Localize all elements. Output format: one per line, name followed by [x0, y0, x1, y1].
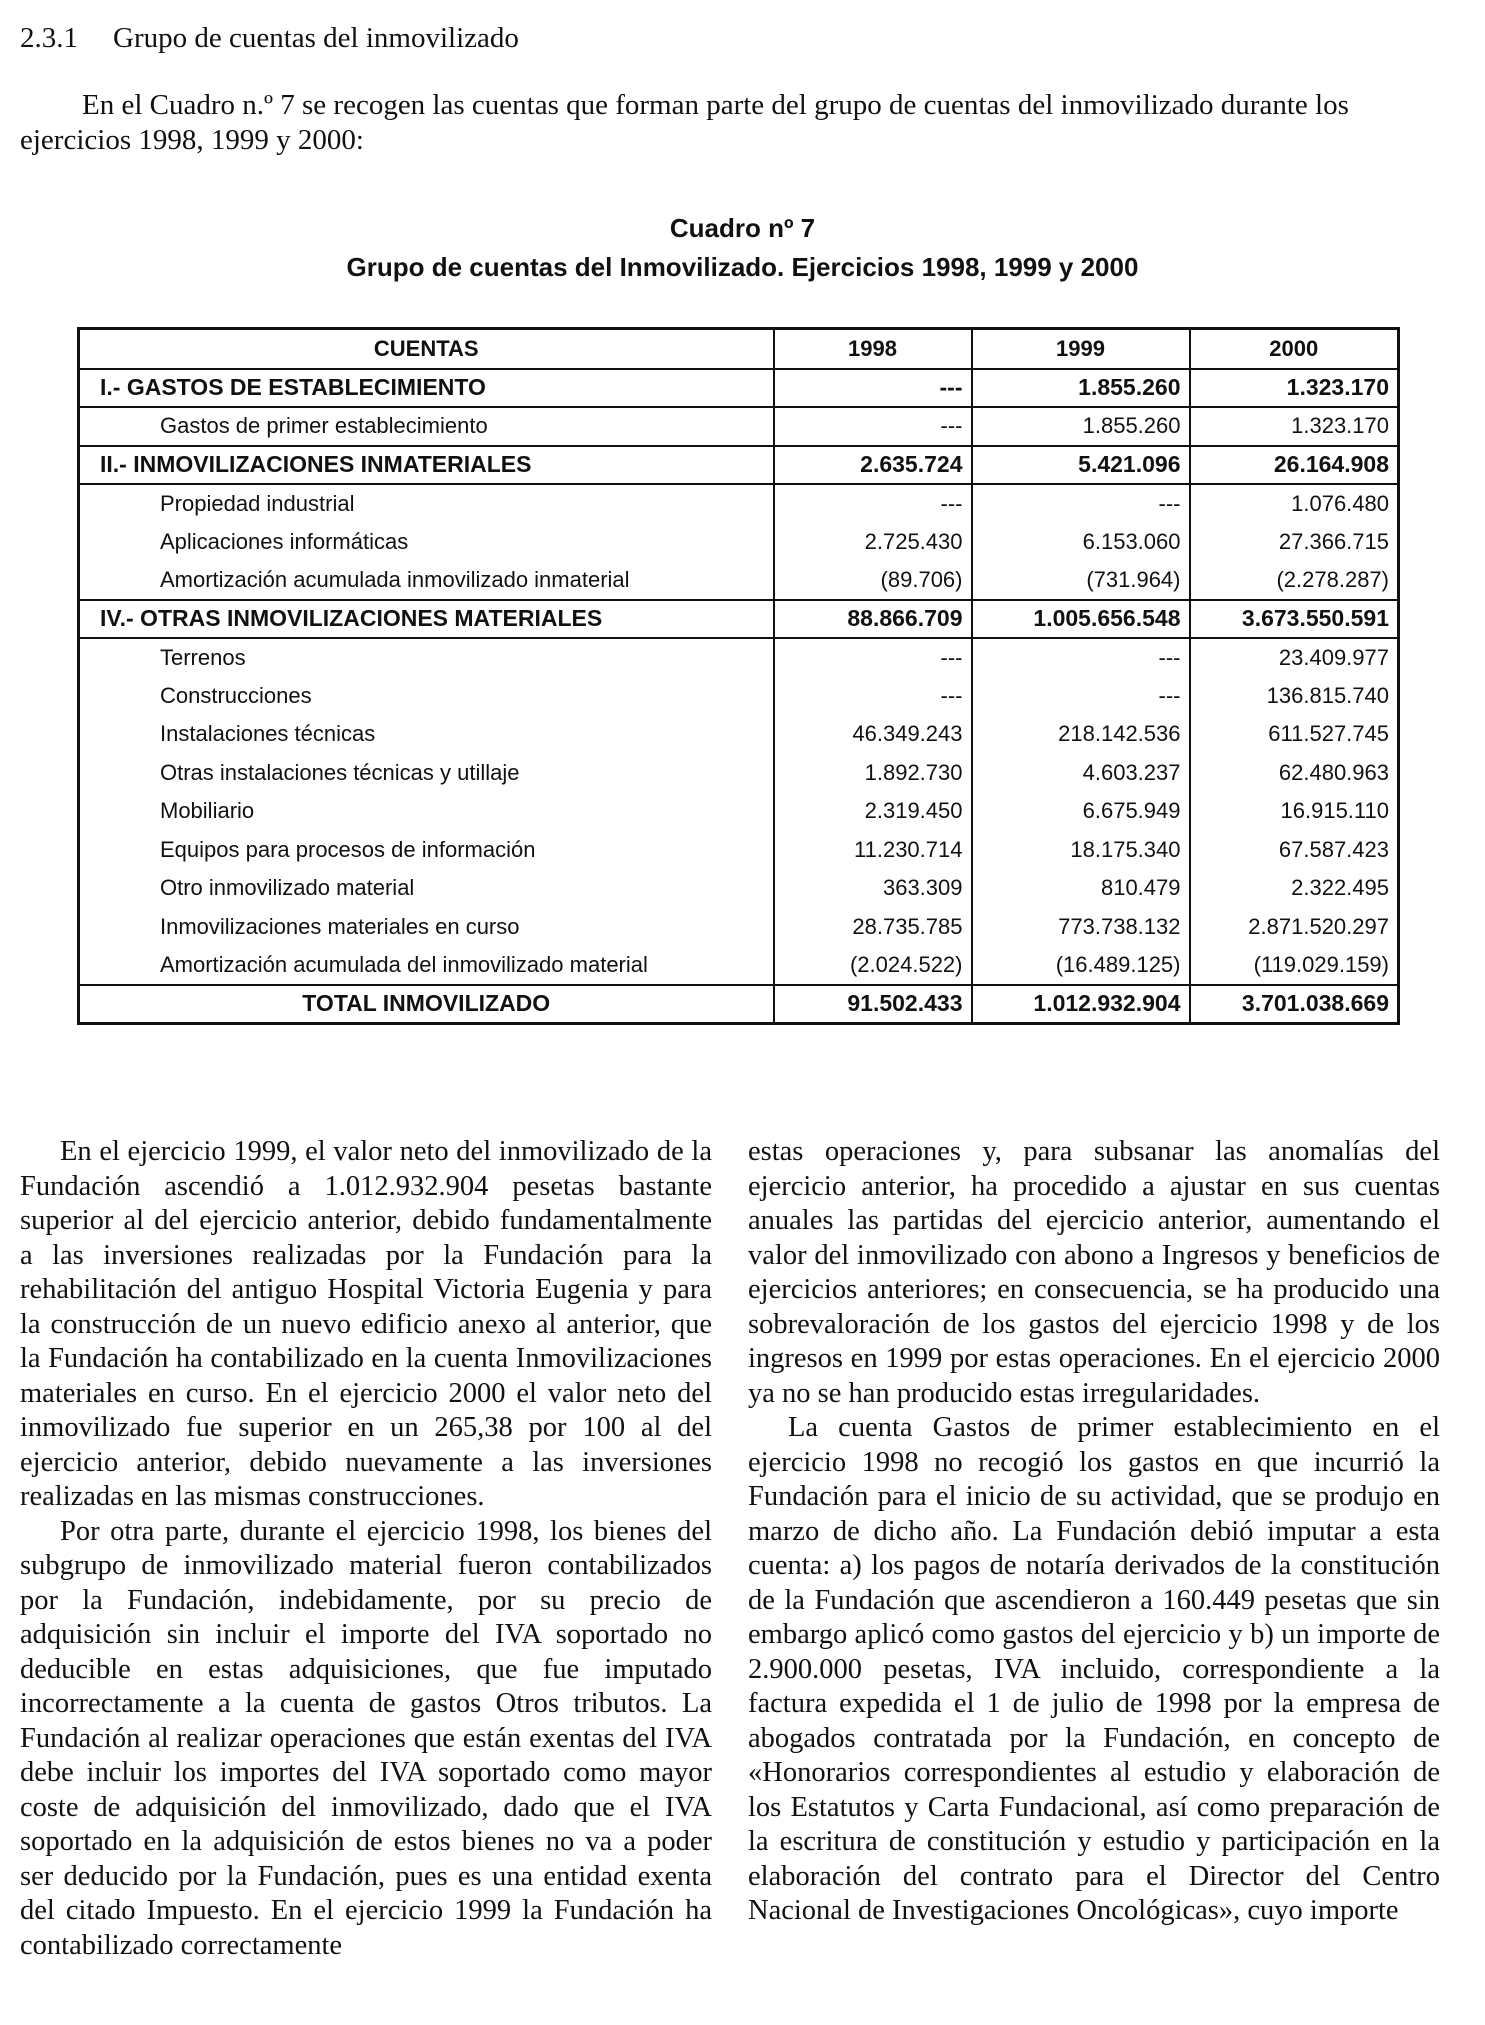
- row-label: Mobiliario: [79, 792, 774, 831]
- table-row: [79, 446, 1399, 485]
- table-caption-title: Grupo de cuentas del Inmovilizado. Ejercicios 1998, 1999 y 2000: [346, 252, 1139, 282]
- table-row: [79, 484, 1399, 523]
- cell-1998: (89.706): [774, 561, 972, 600]
- row-label: Propiedad industrial: [79, 484, 774, 523]
- cell-1998: (2.024.522): [774, 946, 972, 985]
- cell-1999: 5.421.096: [972, 446, 1190, 485]
- cell-1998: ---: [774, 484, 972, 523]
- cell-1999: 810.479: [972, 869, 1190, 908]
- table-row: [79, 369, 1399, 408]
- row-label: Otras instalaciones técnicas y utillaje: [79, 754, 774, 793]
- cell-1999: 1.012.932.904: [972, 985, 1190, 1024]
- body-paragraph: La cuenta Gastos de primer establecimiento en el ejercicio 1998 no recogió los gastos en que incurrió la Fundación para el inicio de su actividad, que se produjo en marzo de dicho año. La Fundación debió imputar a esta cuenta: a) los pagos de notaría derivados de la constitución de la Fundación que ascendieron a 160.449 pesetas que sin embargo aplicó como gastos del ejercicio y b) un importe de 2.900.000 pesetas, IVA incluido, correspondiente a la factura expedida el 1 de julio de 1998 por la empresa de abogados contratada por la Fundación, en concepto de «Honorarios correspondientes al estudio y elaboración de los Estatutos y Carta Fundacional, así como preparación de la escritura de constitución y estudio y participación en la elaboración del contrato para el Director del Centro Nacional de Investigaciones Oncológicas», cuyo importe: [748, 1412, 1440, 1926]
- table-row: [79, 523, 1399, 562]
- section-heading: [20, 22, 519, 55]
- body-paragraph: estas operaciones y, para subsanar las anomalías del ejercicio anterior, ha procedido a ajustar en sus cuentas anuales las partidas del ejercicio anterior, aumentando el valor del inmovilizado con abono a Ingresos y beneficios de ejercicios anteriores; en consecuencia, se ha producido una sobrevaloración de los gastos del ejercicio 1998 y de los ingresos en 1999 por estas operaciones. En el ejercicio 2000 ya no se han producido estas irregularidades.: [748, 1136, 1440, 1409]
- table-row: [79, 638, 1399, 677]
- cell-1998: ---: [774, 407, 972, 446]
- accounts-table: [77, 327, 1400, 1025]
- row-label: Terrenos: [79, 638, 774, 677]
- row-label: II.- INMOVILIZACIONES INMATERIALES: [79, 446, 774, 485]
- cell-2000: 2.322.495: [1190, 869, 1399, 908]
- cell-2000: 1.323.170: [1190, 369, 1399, 408]
- cell-1998: 28.735.785: [774, 908, 972, 947]
- cell-1999: 6.153.060: [972, 523, 1190, 562]
- table-row: [79, 600, 1399, 639]
- row-label: Amortización acumulada inmovilizado inmaterial: [79, 561, 774, 600]
- cell-1998: ---: [774, 369, 972, 408]
- cell-1998: 363.309: [774, 869, 972, 908]
- cell-2000: 23.409.977: [1190, 638, 1399, 677]
- table-row: [79, 831, 1399, 870]
- table-row: [79, 754, 1399, 793]
- section-title: Grupo de cuentas del inmovilizado: [113, 22, 519, 54]
- header-1998: 1998: [774, 329, 972, 369]
- row-label: Construcciones: [79, 677, 774, 716]
- table-row: [79, 869, 1399, 908]
- body-paragraph: Por otra parte, durante el ejercicio 1998, los bienes del subgrupo de inmovilizado material fueron contabilizados por la Fundación, indebidamente, por su precio de adquisición sin incluir el importe del IVA soportado no deducible en estas adquisiciones, que fue imputado incorrectamente a la cuenta de gastos Otros tributos. La Fundación al realizar operaciones que están exentas del IVA debe incluir los importes del IVA soportado como mayor coste de adquisición del inmovilizado, dado que el IVA soportado en la adquisición de estos bienes no va a poder ser deducido por la Fundación, pues es una entidad exenta del citado Impuesto. En el ejercicio 1999 la Fundación ha contabilizado correctamente: [20, 1515, 712, 1961]
- table-row: [79, 946, 1399, 985]
- table-row: [79, 792, 1399, 831]
- row-label: Otro inmovilizado material: [79, 869, 774, 908]
- header-2000: 2000: [1190, 329, 1399, 369]
- body-column-left: [20, 1135, 712, 1963]
- cell-2000: (119.029.159): [1190, 946, 1399, 985]
- cell-2000: 136.815.740: [1190, 677, 1399, 716]
- row-label: Inmovilizaciones materiales en curso: [79, 908, 774, 947]
- cell-1998: 1.892.730: [774, 754, 972, 793]
- cell-1998: ---: [774, 638, 972, 677]
- cell-2000: 26.164.908: [1190, 446, 1399, 485]
- cell-2000: 3.701.038.669: [1190, 985, 1399, 1024]
- header-cuentas: CUENTAS: [79, 329, 774, 369]
- cell-1999: 18.175.340: [972, 831, 1190, 870]
- cell-1998: ---: [774, 677, 972, 716]
- cell-2000: 67.587.423: [1190, 831, 1399, 870]
- cell-1999: 1.005.656.548: [972, 600, 1190, 639]
- cell-1998: 11.230.714: [774, 831, 972, 870]
- row-label: Instalaciones técnicas: [79, 715, 774, 754]
- row-label: IV.- OTRAS INMOVILIZACIONES MATERIALES: [79, 600, 774, 639]
- row-label: Equipos para procesos de información: [79, 831, 774, 870]
- cell-1998: 2.635.724: [774, 446, 972, 485]
- row-label: Aplicaciones informáticas: [79, 523, 774, 562]
- cell-2000: 62.480.963: [1190, 754, 1399, 793]
- cell-1999: 6.675.949: [972, 792, 1190, 831]
- cell-1998: 88.866.709: [774, 600, 972, 639]
- cell-1999: 1.855.260: [972, 407, 1190, 446]
- cell-1998: 46.349.243: [774, 715, 972, 754]
- cell-1999: (16.489.125): [972, 946, 1190, 985]
- cell-2000: 16.915.110: [1190, 792, 1399, 831]
- cell-2000: 1.323.170: [1190, 407, 1399, 446]
- table-row: [79, 407, 1399, 446]
- cell-1999: 218.142.536: [972, 715, 1190, 754]
- row-label: TOTAL INMOVILIZADO: [79, 985, 774, 1024]
- cell-1999: ---: [972, 638, 1190, 677]
- cell-1998: 91.502.433: [774, 985, 972, 1024]
- cell-2000: 1.076.480: [1190, 484, 1399, 523]
- table-total-row: [79, 985, 1399, 1024]
- cell-1998: 2.725.430: [774, 523, 972, 562]
- cell-2000: 3.673.550.591: [1190, 600, 1399, 639]
- cell-2000: (2.278.287): [1190, 561, 1399, 600]
- intro-paragraph: En el Cuadro n.º 7 se recogen las cuentas que forman parte del grupo de cuentas del inmovilizado durante los ejercicios 1998, 1999 y 2000:: [20, 89, 1349, 156]
- cell-2000: 611.527.745: [1190, 715, 1399, 754]
- header-1999: 1999: [972, 329, 1190, 369]
- cell-2000: 2.871.520.297: [1190, 908, 1399, 947]
- section-number: 2.3.1: [20, 22, 78, 54]
- cell-1999: 773.738.132: [972, 908, 1190, 947]
- cell-1999: ---: [972, 677, 1190, 716]
- cell-1998: 2.319.450: [774, 792, 972, 831]
- row-label: I.- GASTOS DE ESTABLECIMIENTO: [79, 369, 774, 408]
- body-paragraph: En el ejercicio 1999, el valor neto del inmovilizado de la Fundación ascendió a 1.012.932.904 pesetas bastante superior al del ejercicio anterior, debido fundamentalmente a las inversiones realizadas por la Fundación para la rehabilitación del antiguo Hospital Victoria Eugenia y para la construcción de un nuevo edificio anexo al anterior, que la Fundación ha contabilizado en la cuenta Inmovilizaciones materiales en curso. En el ejercicio 2000 el valor neto del inmovilizado fue superior en un 265,38 por 100 al del ejercicio anterior, debido nuevamente a las inversiones realizadas en las mismas construcciones.: [20, 1136, 712, 1512]
- table-row: [79, 715, 1399, 754]
- cell-1999: (731.964): [972, 561, 1190, 600]
- body-column-right: [748, 1135, 1440, 1929]
- cell-1999: ---: [972, 484, 1190, 523]
- row-label: Amortización acumulada del inmovilizado material: [79, 946, 774, 985]
- cell-2000: 27.366.715: [1190, 523, 1399, 562]
- cell-1999: 1.855.260: [972, 369, 1190, 408]
- table-row: [79, 677, 1399, 716]
- table-row: [79, 908, 1399, 947]
- cell-1999: 4.603.237: [972, 754, 1190, 793]
- table-header-row: [79, 329, 1399, 369]
- table-row: [79, 561, 1399, 600]
- row-label: Gastos de primer establecimiento: [79, 407, 774, 446]
- table-caption-number: Cuadro nº 7: [669, 213, 816, 243]
